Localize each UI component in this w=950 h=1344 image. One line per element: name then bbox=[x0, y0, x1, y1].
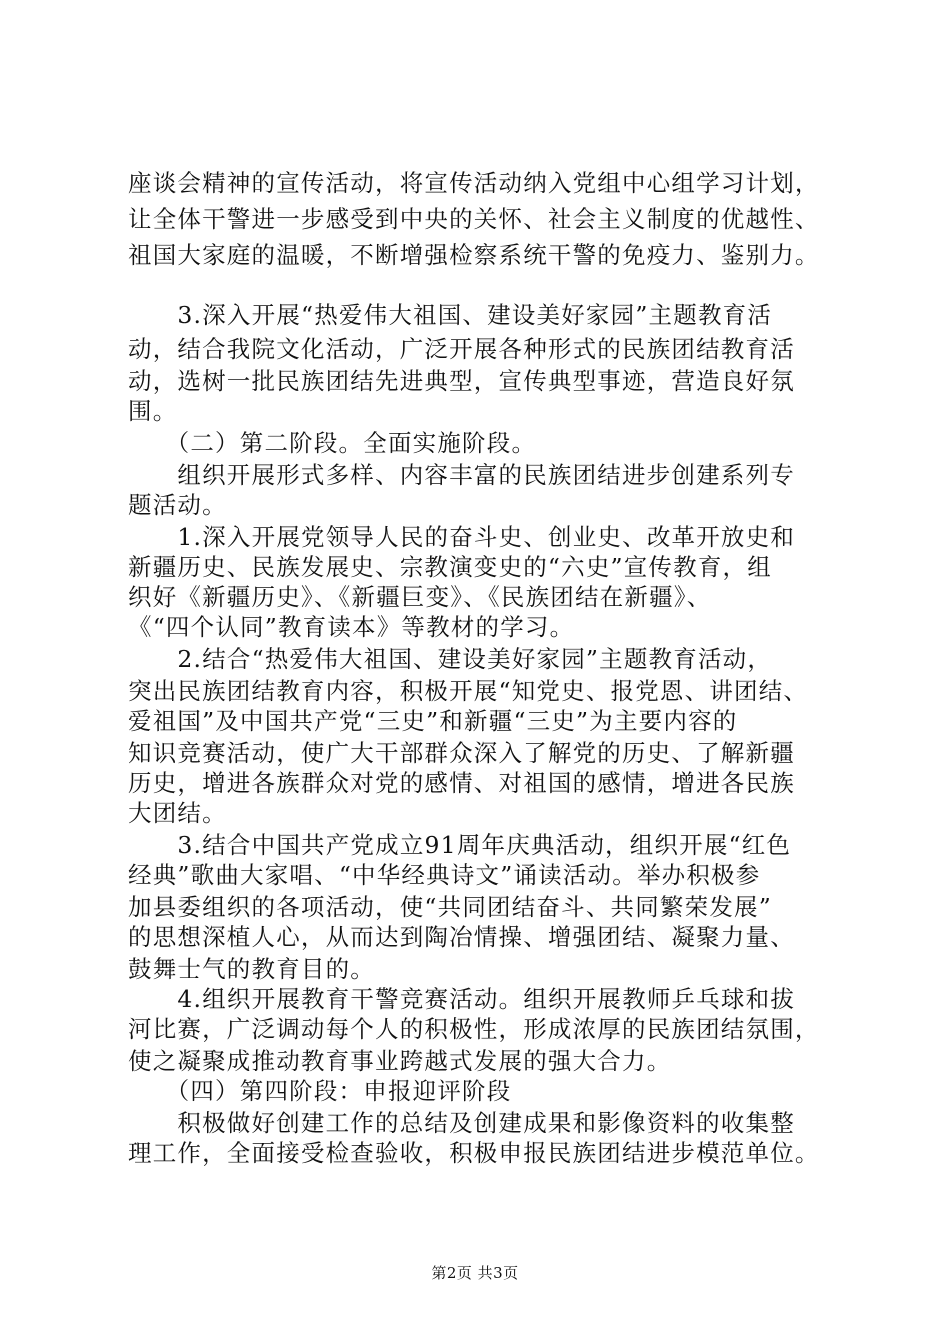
text-line: 3.结合中国共产党成立91周年庆典活动，组织开展“红色 bbox=[128, 831, 792, 859]
text-line: 经典”歌曲大家唱、“中华经典诗文”诵读活动。举办积极参 bbox=[128, 861, 761, 889]
section-heading: （四）第四阶段：申报迎评阶段 bbox=[128, 1077, 512, 1105]
text-line: 积极做好创建工作的总结及创建成果和影像资料的收集整 bbox=[128, 1109, 795, 1137]
text-line: 祖国大家庭的温暖，不断增强检察系统干警的免疫力、鉴别力。 bbox=[128, 241, 820, 269]
text-line: 使之凝聚成推动教育事业跨越式发展的强大合力。 bbox=[128, 1047, 672, 1075]
text-line: 围。 bbox=[128, 397, 178, 425]
text-line: 加县委组织的各项活动，使“共同团结奋斗、共同繁荣发展” bbox=[128, 893, 772, 921]
text-line: 理工作，全面接受检查验收，积极申报民族团结进步模范单位。 bbox=[128, 1139, 820, 1167]
text-line: 的思想深植人心，从而达到陶冶情操、增强团结、凝聚力量、 bbox=[128, 923, 795, 951]
page-footer: 第2页 共3页 bbox=[431, 1264, 519, 1282]
text-line: 2.结合“热爱伟大祖国、建设美好家园”主题教育活动， bbox=[128, 645, 773, 673]
text-line: 知识竞赛活动，使广大干部群众深入了解党的历史、了解新疆 bbox=[128, 739, 795, 767]
text-line: 动，选树一批民族团结先进典型，宣传典型事迹，营造良好氛 bbox=[128, 367, 795, 395]
section-heading: （二）第二阶段。全面实施阶段。 bbox=[128, 429, 537, 457]
text-line: 《“四个认同”教育读本》等教材的学习。 bbox=[128, 613, 575, 641]
text-line: 鼓舞士气的教育目的。 bbox=[128, 955, 375, 983]
text-line: 1.深入开展党领导人民的奋斗史、创业史、改革开放史和 bbox=[128, 523, 796, 551]
text-line: 4.组织开展教育干警竞赛活动。组织开展教师乒乓球和拔 bbox=[128, 985, 796, 1013]
text-line: 让全体干警进一步感受到中央的关怀、社会主义制度的优越性、 bbox=[128, 205, 820, 233]
text-line: 历史，增进各族群众对党的感情、对祖国的感情，增进各民族 bbox=[128, 769, 795, 797]
text-line: 织好《新疆历史》、《新疆巨变》、《民族团结在新疆》、 bbox=[128, 583, 712, 611]
text-line: 突出民族团结教育内容，积极开展“知党史、报党恩、讲团结、 bbox=[128, 677, 809, 705]
text-line: 3.深入开展“热爱伟大祖国、建设美好家园”主题教育活 bbox=[128, 301, 773, 329]
text-line: 大团结。 bbox=[128, 799, 227, 827]
text-line: 题活动。 bbox=[128, 491, 227, 519]
text-line: 动，结合我院文化活动，广泛开展各种形式的民族团结教育活 bbox=[128, 335, 795, 363]
text-line: 爱祖国”及中国共产党“三史”和新疆“三史”为主要内容的 bbox=[128, 707, 738, 735]
text-line: 组织开展形式多样、内容丰富的民族团结进步创建系列专 bbox=[128, 461, 795, 489]
text-line: 河比赛，广泛调动每个人的积极性，形成浓厚的民族团结氛围， bbox=[128, 1015, 820, 1043]
text-line: 新疆历史、民族发展史、宗教演变史的“六史”宣传教育，组 bbox=[128, 553, 772, 581]
text-line: 座谈会精神的宣传活动，将宣传活动纳入党组中心组学习计划， bbox=[128, 169, 820, 197]
